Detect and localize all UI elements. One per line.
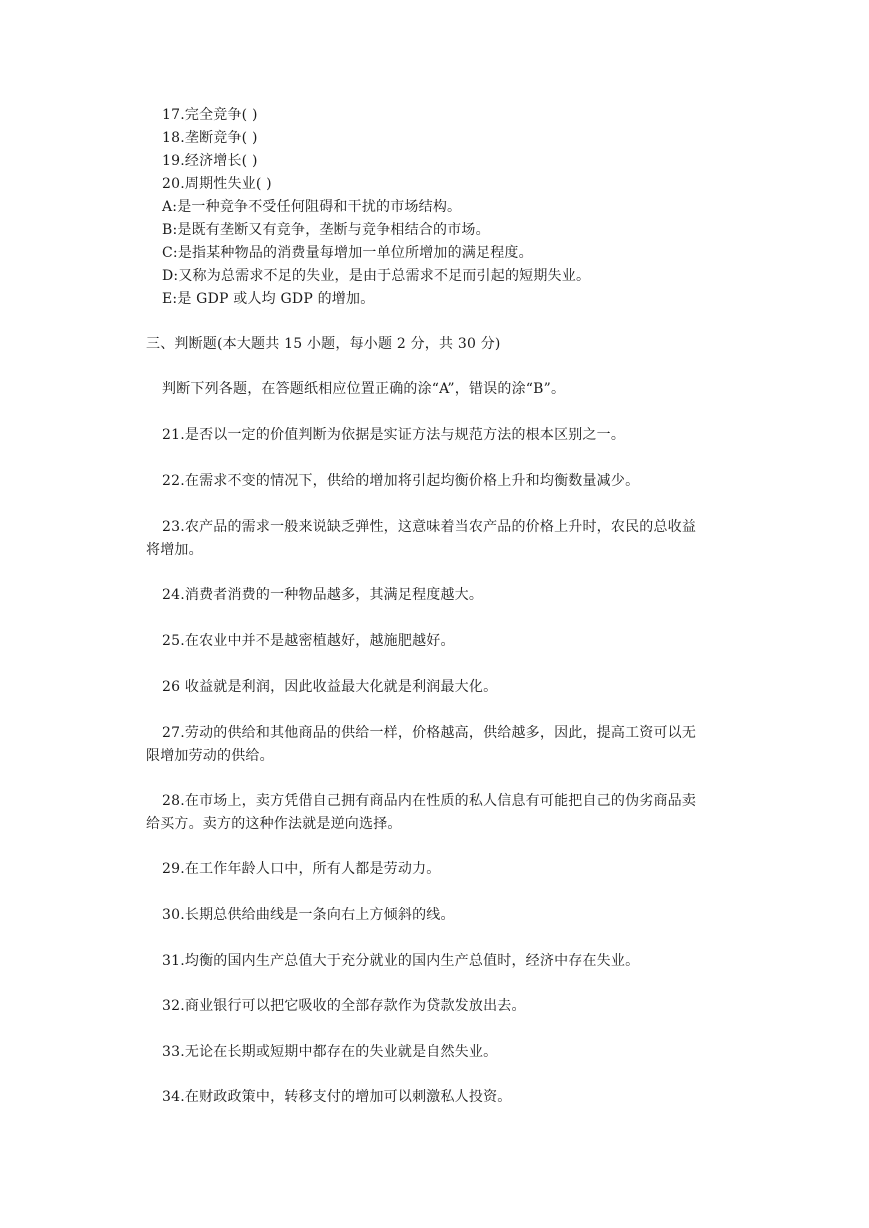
match-option-a: A:是一种竞争不受任何阻碍和干扰的市场结构。 xyxy=(162,199,462,215)
question-27: 27.劳动的供给和其他商品的供给一样，价格越高，供给越多，因此，提高工资可以无 xyxy=(162,725,697,741)
question-33: 33.无论在长期或短期中都存在的失业就是自然失业。 xyxy=(162,1044,498,1060)
match-option-d: D:又称为总需求不足的失业，是由于总需求不足而引起的短期失业。 xyxy=(162,268,591,284)
match-option-b: B:是既有垄断又有竞争，垄断与竞争相结合的市场。 xyxy=(162,222,490,238)
question-22: 22.在需求不变的情况下，供给的增加将引起均衡价格上升和均衡数量减少。 xyxy=(162,473,640,489)
match-option-e: E:是 GDP 或人均 GDP 的增加。 xyxy=(162,291,375,307)
match-term-19: 19.经济增长( ) xyxy=(162,153,258,169)
question-31: 31.均衡的国内生产总值大于充分就业的国内生产总值时，经济中存在失业。 xyxy=(162,953,640,969)
match-term-17: 17.完全竞争( ) xyxy=(162,107,258,123)
question-28: 28.在市场上，卖方凭借自己拥有商品内在性质的私人信息有可能把自己的伪劣商品卖 xyxy=(162,793,697,809)
question-32: 32.商业银行可以把它吸收的全部存款作为贷款发放出去。 xyxy=(162,998,526,1014)
question-24: 24.消费者消费的一种物品越多，其满足程度越大。 xyxy=(162,587,484,603)
question-29: 29.在工作年龄人口中，所有人都是劳动力。 xyxy=(162,861,441,877)
question-23: 23.农产品的需求一般来说缺乏弹性，这意味着当农产品的价格上升时，农民的总收益 xyxy=(162,519,697,535)
question-34: 34.在财政政策中，转移支付的增加可以刺激私人投资。 xyxy=(162,1089,512,1105)
question-27-continued: 限增加劳动的供给。 xyxy=(146,748,274,764)
match-term-20: 20.周期性失业( ) xyxy=(162,176,272,192)
section-heading: 三、判断题(本大题共 15 小题，每小题 2 分，共 30 分) xyxy=(146,336,501,352)
question-28-continued: 给买方。卖方的这种作法就是逆向选择。 xyxy=(146,816,402,832)
question-23-continued: 将增加。 xyxy=(146,542,203,558)
match-term-18: 18.垄断竞争( ) xyxy=(162,130,258,146)
question-25: 25.在农业中并不是越密植越好，越施肥越好。 xyxy=(162,633,455,649)
match-option-c: C:是指某种物品的消费量每增加一单位所增加的满足程度。 xyxy=(162,245,533,261)
section-instruction: 判断下列各题，在答题纸相应位置正确的涂“A”，错误的涂“B”。 xyxy=(162,381,566,397)
question-21: 21.是否以一定的价值判断为依据是实证方法与规范方法的根本区别之一。 xyxy=(162,427,626,443)
question-30: 30.长期总供给曲线是一条向右上方倾斜的线。 xyxy=(162,907,455,923)
question-26: 26 收益就是利润，因此收益最大化就是利润最大化。 xyxy=(162,679,498,695)
